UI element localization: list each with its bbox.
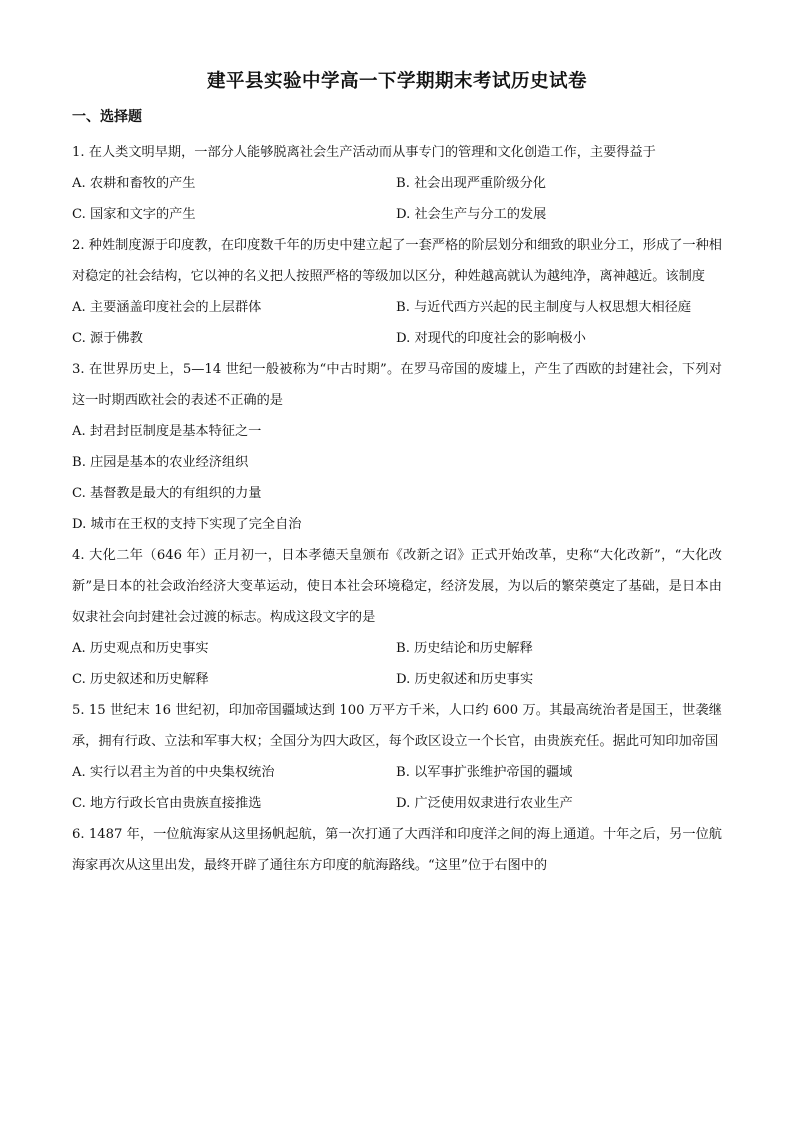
question-stem: 5. 15 世纪末 16 世纪初，印加帝国疆域达到 100 万平方千米，人口约 600 万。其最高统治者是国王，世袭继承，拥有行政、立法和军事大权；全国分为四大政区，每个政区设立一个长官，由贵族充任。据此可知印加帝国 [72,703,722,749]
question-block [72,354,722,540]
exam-title: 建平县实验中学高一下学期期末考试历史试卷 [206,71,587,92]
question-block [72,230,722,354]
option-d: D. 对现代的印度社会的影响极小 [396,331,586,346]
option-d: D. 历史叙述和历史事实 [396,672,534,687]
option-d: D. 广泛使用奴隶进行农业生产 [396,796,573,811]
question-stem: 2. 种姓制度源于印度教，在印度数千年的历史中建立起了一套严格的阶层划分和细致的职业分工，形成了一种相对稳定的社会结构，它以神的名义把人按照严格的等级加以区分，种姓越高就认为越纯净，离神越近。该制度 [72,238,722,284]
option-b: B. 社会出现严重阶级分化 [396,176,546,191]
option-b: B. 与近代西方兴起的民主制度与人权思想大相径庭 [396,300,692,315]
option-c: C. 地方行政长官由贵族直接推选 [72,796,262,811]
options-grid [72,292,722,354]
question-stem: 6. 1487 年，一位航海家从这里扬帆起航，第一次打通了大西洋和印度洋之间的海上通道。十年之后，另一位航海家再次从这里出发，最终开辟了通往东方印度的航海路线。“这里”位于右图中的 [72,827,722,873]
option-b: B. 以军事扩张维护帝国的疆域 [396,765,573,780]
question-block [72,695,722,819]
options-list [72,416,722,540]
question-block [72,540,722,695]
question-block [72,819,722,881]
option-c: C. 历史叙述和历史解释 [72,672,209,687]
option-c: C. 源于佛教 [72,331,143,346]
option-a: A. 农耕和畜牧的产生 [72,176,196,191]
option-c: C. 基督教是最大的有组织的力量 [72,486,262,501]
option-d: D. 社会生产与分工的发展 [396,207,547,222]
question-stem: 3. 在世界历史上，5—14 世纪一般被称为“中古时期”。在罗马帝国的废墟上，产生了西欧的封建社会，下列对这一时期西欧社会的表述不正确的是 [72,362,722,408]
option-d: D. 城市在王权的支持下实现了完全自治 [72,517,302,532]
option-a: A. 历史观点和历史事实 [72,641,209,656]
option-a: A. 实行以君主为首的中央集权统治 [72,765,275,780]
question-stem: 4. 大化二年（646 年）正月初一，日本孝德天皇颁布《改新之诏》正式开始改革，史称“大化改新”，“大化改新”是日本的社会政治经济大变革运动，使日本社会环境稳定，经济发展，为以后的繁荣奠定了基础，是日本由奴隶社会向封建社会过渡的标志。构成这段文字的是 [72,548,722,625]
option-b: B. 历史结论和历史解释 [396,641,533,656]
question-stem: 1. 在人类文明早期，一部分人能够脱离社会生产活动而从事专门的管理和文化创造工作，主要得益于 [72,145,656,160]
options-grid [72,633,722,695]
options-grid [72,757,722,819]
option-a: A. 主要涵盖印度社会的上层群体 [72,300,262,315]
option-a: A. 封君封臣制度是基本特征之一 [72,424,262,439]
question-block [72,137,722,230]
options-grid [72,168,722,230]
section-heading: 一、选择题 [72,109,142,125]
option-b: B. 庄园是基本的农业经济组织 [72,455,249,470]
option-c: C. 国家和文字的产生 [72,207,196,222]
